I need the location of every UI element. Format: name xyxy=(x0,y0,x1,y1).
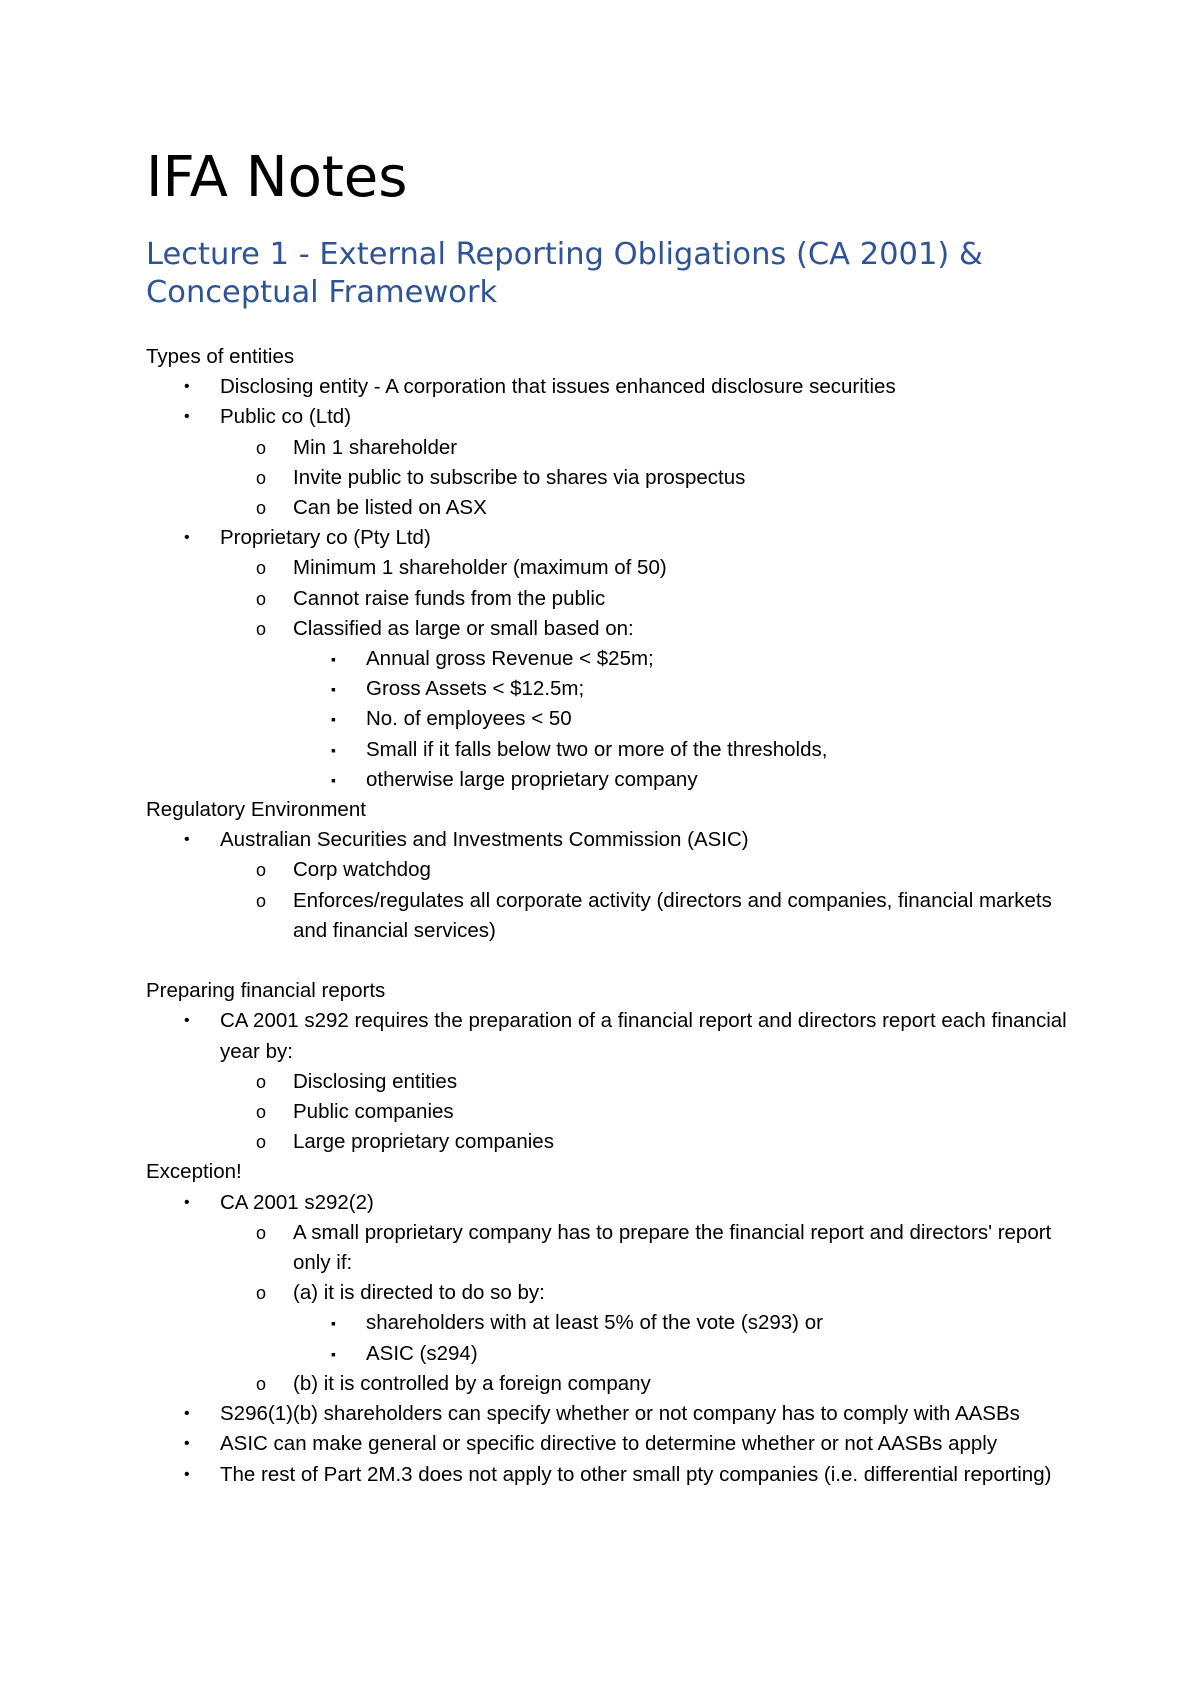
square-bullet-icon: ▪ xyxy=(331,711,336,728)
list-item: o Large proprietary companies xyxy=(0,1127,1200,1157)
bullet-icon: • xyxy=(184,1465,190,1483)
list-item: • CA 2001 s292 requires the preparation of a financial report and directors report each financial year by: xyxy=(0,1006,1200,1066)
circle-bullet-icon: o xyxy=(256,467,267,488)
lecture-heading: Lecture 1 - External Reporting Obligations (CA 2001) & Conceptual Framework xyxy=(146,237,983,310)
list-item: ▪ Annual gross Revenue < $25m; xyxy=(0,644,1200,674)
list-item: ▪ shareholders with at least 5% of the vote (s293) or xyxy=(0,1308,1200,1338)
square-bullet-icon: ▪ xyxy=(331,651,336,668)
list-item: • The rest of Part 2M.3 does not apply to other small pty companies (i.e. differential reporting) xyxy=(0,1460,1200,1490)
list-item: o Can be listed on ASX xyxy=(0,493,1200,523)
square-bullet-icon: ▪ xyxy=(331,1345,336,1362)
list-item: ▪ Gross Assets < $12.5m; xyxy=(0,674,1200,704)
circle-bullet-icon: o xyxy=(256,1132,267,1153)
page-title: IFA Notes xyxy=(146,145,408,210)
section-heading-types: Types of entities xyxy=(146,345,295,368)
bullet-icon: • xyxy=(184,378,190,396)
list-item: ▪ ASIC (s294) xyxy=(0,1339,1200,1369)
spacer xyxy=(0,946,1200,976)
list-item: o Enforces/regulates all corporate activity (directors and companies, financial markets and financial services) xyxy=(0,886,1200,946)
list-item: • CA 2001 s292(2) xyxy=(0,1188,1200,1218)
list-item: o A small proprietary company has to prepare the financial report and directors' report only if: xyxy=(0,1218,1200,1278)
list-item: o Cannot raise funds from the public xyxy=(0,584,1200,614)
circle-bullet-icon: o xyxy=(256,588,267,609)
circle-bullet-icon: o xyxy=(256,1222,267,1243)
notes-body xyxy=(0,342,1200,1490)
list-item: o Minimum 1 shareholder (maximum of 50) xyxy=(0,553,1200,583)
list-item: o Classified as large or small based on: xyxy=(0,614,1200,644)
circle-bullet-icon: o xyxy=(256,558,267,579)
circle-bullet-icon: o xyxy=(256,437,267,458)
bullet-icon: • xyxy=(184,529,190,547)
section-heading-regulatory: Regulatory Environment xyxy=(146,798,366,822)
list-item: ▪ otherwise large proprietary company xyxy=(0,765,1200,795)
bullet-icon: • xyxy=(184,408,190,426)
circle-bullet-icon: o xyxy=(256,860,267,881)
section-heading-exception: Exception! xyxy=(146,1160,242,1184)
list-item: o Corp watchdog xyxy=(0,855,1200,885)
circle-bullet-icon: o xyxy=(256,1071,267,1092)
list-item: o Invite public to subscribe to shares via prospectus xyxy=(0,463,1200,493)
circle-bullet-icon: o xyxy=(256,890,267,911)
circle-bullet-icon: o xyxy=(256,618,267,639)
bullet-icon: • xyxy=(184,1435,190,1453)
list-item: o Public companies xyxy=(0,1097,1200,1127)
list-item: • Australian Securities and Investments Commission (ASIC) xyxy=(0,825,1200,855)
list-item: • Disclosing entity - A corporation that issues enhanced disclosure securities xyxy=(0,372,1200,402)
list-item: o (b) it is controlled by a foreign company xyxy=(0,1369,1200,1399)
bullet-icon: • xyxy=(184,831,190,849)
list-item: • S296(1)(b) shareholders can specify whether or not company has to comply with AASBs xyxy=(0,1399,1200,1429)
list-item: o Min 1 shareholder xyxy=(0,433,1200,463)
list-item: ▪ No. of employees < 50 xyxy=(0,704,1200,734)
bullet-icon: • xyxy=(184,1405,190,1423)
square-bullet-icon: ▪ xyxy=(331,741,336,758)
list-item: • Proprietary co (Pty Ltd) xyxy=(0,523,1200,553)
list-item: o (a) it is directed to do so by: xyxy=(0,1278,1200,1308)
circle-bullet-icon: o xyxy=(256,1283,267,1304)
square-bullet-icon: ▪ xyxy=(331,771,336,788)
list-item: ▪ Small if it falls below two or more of the thresholds, xyxy=(0,735,1200,765)
bullet-icon: • xyxy=(184,1193,190,1211)
square-bullet-icon: ▪ xyxy=(331,1315,336,1332)
circle-bullet-icon: o xyxy=(256,1102,267,1123)
circle-bullet-icon: o xyxy=(256,498,267,519)
bullet-icon: • xyxy=(184,1012,190,1030)
square-bullet-icon: ▪ xyxy=(331,681,336,698)
list-item: • Public co (Ltd) xyxy=(0,402,1200,432)
list-item: • ASIC can make general or specific directive to determine whether or not AASBs apply xyxy=(0,1429,1200,1459)
list-item: o Disclosing entities xyxy=(0,1067,1200,1097)
section-heading-preparing: Preparing financial reports xyxy=(146,979,386,1003)
circle-bullet-icon: o xyxy=(256,1373,267,1394)
